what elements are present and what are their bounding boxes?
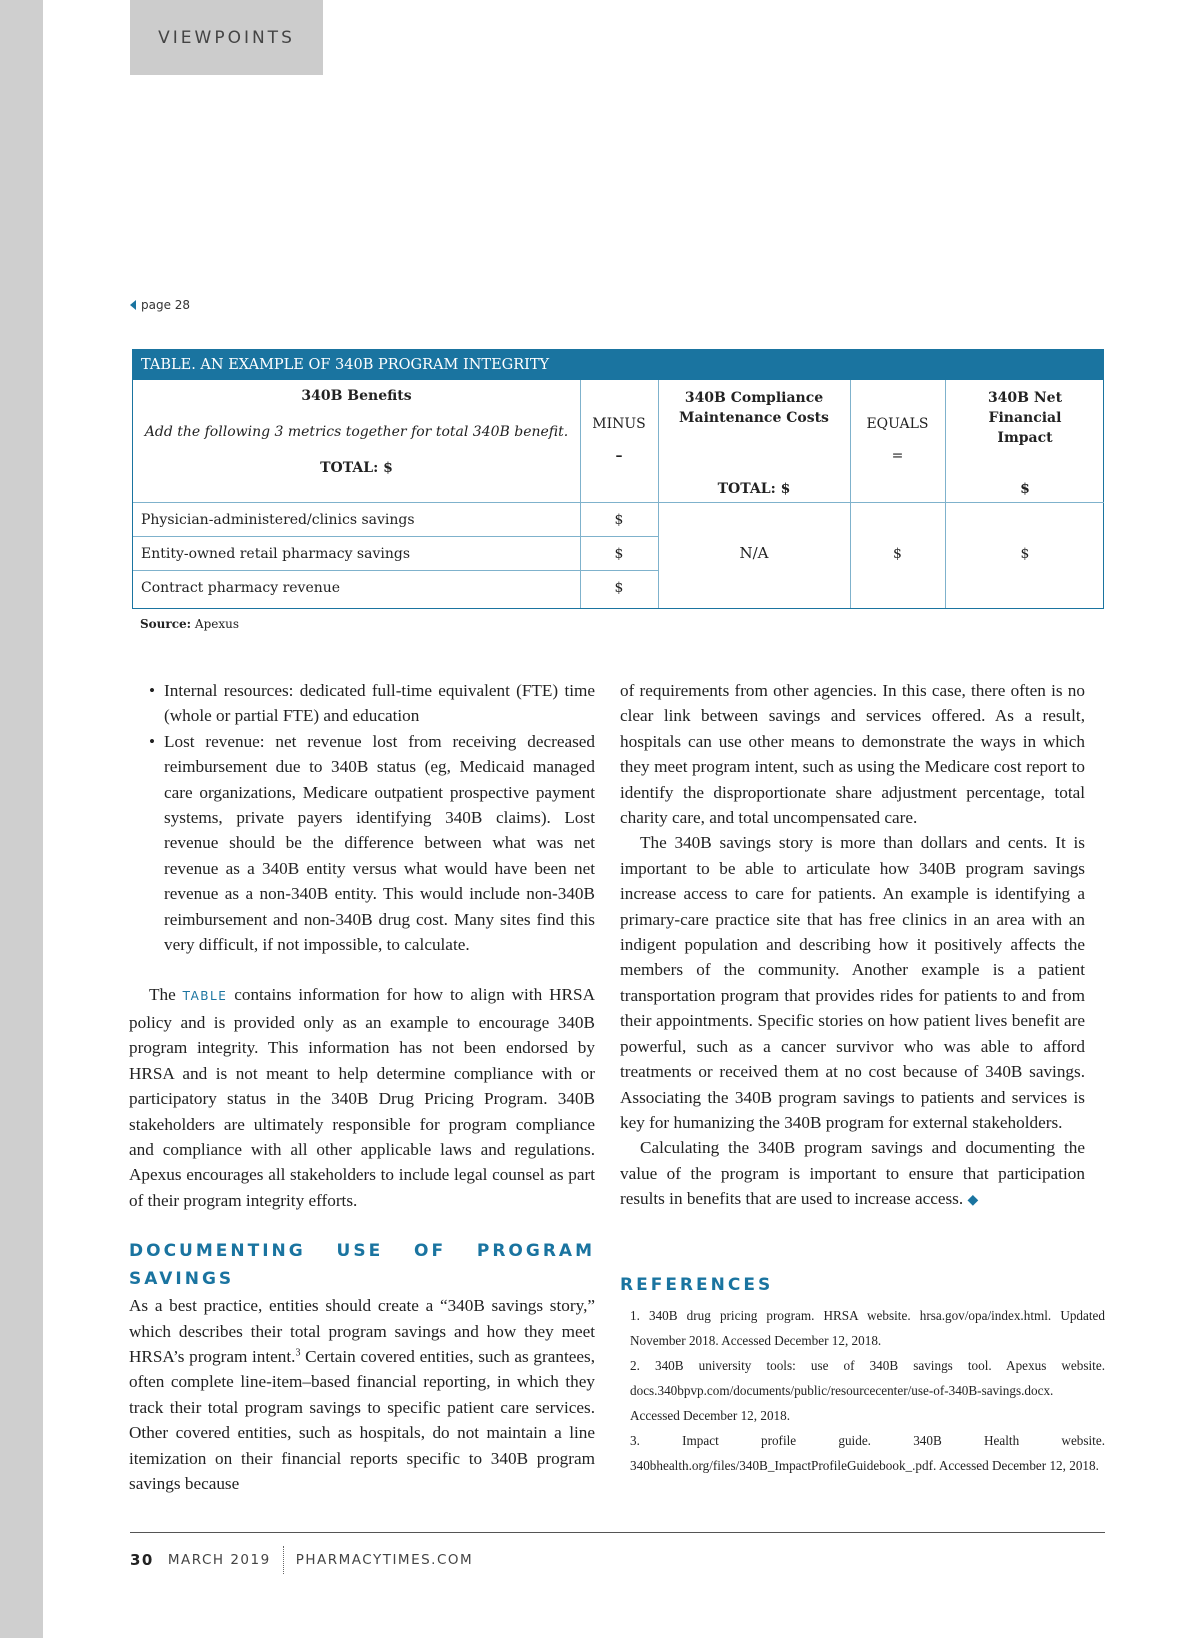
equals-value: $ [893,546,902,562]
table-row-value: $ [614,580,624,596]
program-integrity-table [132,349,1104,609]
table-link[interactable]: TABLE [182,989,228,1004]
footer-rule [130,1532,1105,1533]
bullet-list [129,678,595,957]
net-impact-value: $ [1020,546,1030,562]
body-paragraph: Calculating the 340B program savings and documenting the value of the program is important to ensure that participation results in benefits that are used to increase access. ◆ [620,1138,1085,1209]
page-number: 30 [130,1551,154,1569]
reference-item: 2. 340B university tools: use of 340B savings tool. Apexus website. docs.340bpvp.com/documents/public/resourcecenter/use-of-340B-savings.docx. Accessed December 12, 2018. [630,1358,1105,1423]
page-footer [130,1545,473,1575]
references-heading: REFERENCES [620,1275,774,1295]
section-tab: VIEWPOINTS [130,0,323,75]
table-divider [580,380,581,608]
footnote-marker[interactable]: 3 [295,1347,301,1359]
body-paragraph: The TABLE contains information for how to align with HRSA policy and is provided only as an example to encourage 340B program integrity. This information has not been endorsed by HRSA and is not meant to help determine compliance with or participatory status in the 340B Drug Pricing Program. 340B stakeholders are ultimately responsible for program compliance and compliance with all other applicable laws and regulations. Apexus encourages all stakeholders to include legal counsel as part of their program integrity efforts. [129,985,595,1210]
site-link[interactable]: PHARMACYTIMES.COM [295,1552,474,1568]
table-row-label: Entity-owned retail pharmacy savings [141,546,411,562]
left-margin-strip [0,0,43,1638]
reference-item: 1. 340B drug pricing program. HRSA website. hrsa.gov/opa/index.html. Updated November 2018. Accessed December 12, 2018. [630,1308,1105,1348]
equals-symbol: = [891,448,904,464]
table-divider [133,536,658,537]
end-mark-icon: ◆ [967,1193,979,1209]
list-item: • Lost revenue: net revenue lost from receiving decreased reimbursement due to 340B status (eg, Medicaid managed care organizations, Medicare outpatient prospective payment systems, private payers identifying 340B claims). Lost revenue should be the difference between what was net revenue as a 340B entity versus what would have been net revenue as a non-340B entity. This would include non-340B reimbursement and non-340B drug cost. Many sites find this very difficult, if not impossible, to calculate. [129,729,595,958]
table-divider [133,502,1104,503]
table-title: TABLE. AN EXAMPLE OF 340B PROGRAM INTEGRITY [133,350,1103,380]
benefits-total: TOTAL: $ [320,460,393,476]
benefits-instruction: Add the following 3 metrics together for total 340B benefit. [144,424,569,440]
table-row-label: Contract pharmacy revenue [141,580,341,596]
table-divider [850,380,851,608]
benefits-header: 340B Benefits [301,388,412,404]
table-row-value: $ [614,512,624,528]
issue-date: MARCH 2019 [167,1552,271,1568]
compliance-value: N/A [739,544,769,562]
left-column [129,678,595,1496]
body-paragraph: As a best practice, entities should create a “340B savings story,” which describes their total program savings and how they meet HRSA’s program intent.$^3$ Certain covered entities, such as grantees, often complete line-item–based financial reporting, in which they track their total program savings to specific patient care services. Other covered entities, such as hospitals, do not maintain a line itemization on their financial reports specific to 340B program savings because [129,1296,595,1493]
page-reference[interactable]: page 28 [130,298,190,312]
compliance-header: 340B Compliance Maintenance Costs [679,390,829,426]
body-paragraph: of requirements from other agencies. In this case, there often is no clear link between savings and services offered. As a result, hospitals can use other means to demonstrate the ways in which they meet program intent, such as using the Medicare cost report to identify the disproportionate share adjustment percentage, total charity care, and total uncompensated care. [620,681,1085,828]
list-item: • Internal resources: dedicated full-time equivalent (FTE) time (whole or partial FTE) and education [129,678,595,729]
section-heading: DOCUMENTING USE OF PROGRAM SAVINGS [129,1241,595,1290]
table-divider [133,570,658,571]
body-paragraph: The 340B savings story is more than dollars and cents. It is important to be able to articulate how 340B program savings increase access to care for patients. An example is identifying a primary-care practice site that has free clinics in an area with an indigent population and describing how it positively affects the members of the community. Another example is a patient transportation program that provides rides for patients to and from their appointments. Specific stories on how patient lives benefit are powerful, such as a cancer survivor who was able to afford treatments or received them at no cost because of 340B savings. Associating the 340B program savings to patients and services is key for humanizing the 340B program for external stakeholders. [620,833,1085,1132]
net-impact-total: $ [1020,481,1030,497]
equals-label: EQUALS [866,416,929,432]
reference-item: 3. Impact profile guide. 340B Health website. 340bhealth.org/files/340B_ImpactProfileGuidebook_.pdf. Accessed December 12, 2018. [630,1433,1105,1473]
footer-separator [283,1546,284,1574]
right-column [620,678,1085,1214]
table-row-label: Physician-administered/clinics savings [141,512,415,528]
arrow-left-icon [130,300,136,310]
table-row-value: $ [614,546,624,562]
references-list [630,1303,1105,1478]
table-source: Source: Apexus [140,617,240,631]
minus-label: MINUS [592,416,646,432]
net-impact-header: 340B Net Financial Impact [987,390,1063,446]
minus-symbol: – [615,448,623,464]
compliance-total: TOTAL: $ [717,481,791,497]
